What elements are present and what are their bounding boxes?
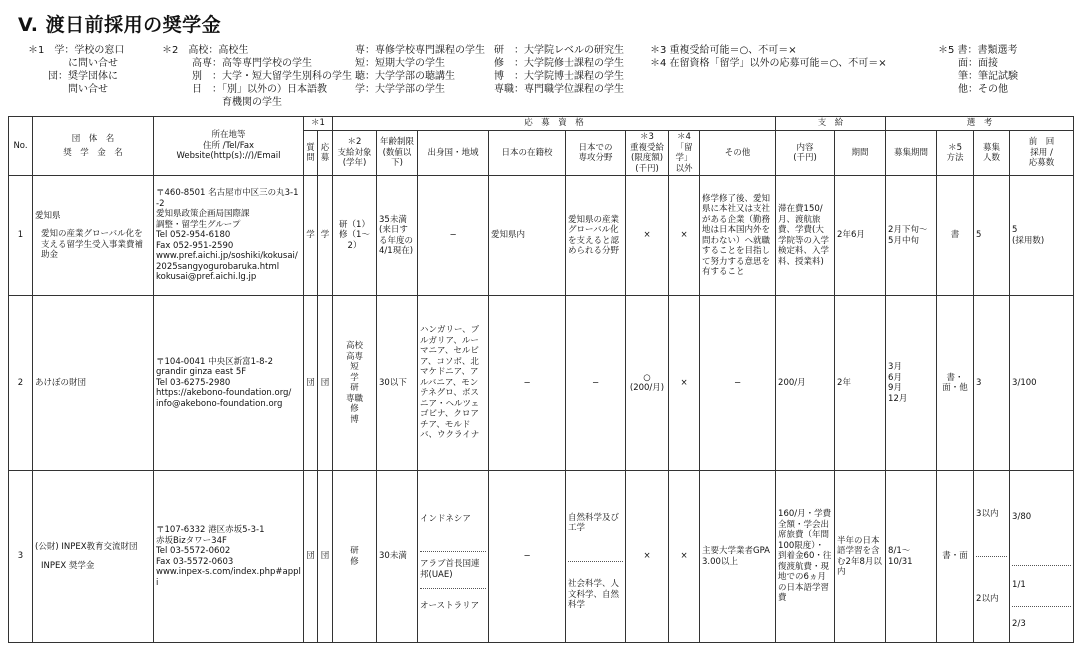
apply-via: 団: [318, 471, 333, 643]
col-school: 日本の在籍校: [489, 131, 566, 176]
age-limit: 30以下: [377, 296, 418, 471]
legend-target-c: 研 ：大学院レベルの研究生 修 ：大学院修士課程の学生 博 ：大学院博士課程の学生 専職：専門職学位課程の学生: [494, 45, 624, 95]
col-target: ＊2 支給対象 (学年): [333, 131, 377, 176]
question-via: 団: [304, 471, 318, 643]
other: 主要大学業者GPA3.00以上: [700, 471, 776, 643]
col-num: 募集 人数: [974, 131, 1010, 176]
col-content: 内容 (千円): [776, 131, 835, 176]
org-name: 愛知県 愛知の産業グローバル化を支える留学生受入事業費補助金: [33, 176, 154, 296]
row-no: 3: [9, 471, 33, 643]
question-via: 団: [304, 296, 318, 471]
dup: ×: [626, 176, 669, 296]
content: 200/月: [776, 296, 835, 471]
col-name: 団 体 名 奨 学 金 名: [33, 117, 154, 176]
table-row: [9, 176, 1074, 296]
apply-via: 学: [318, 176, 333, 296]
field: 自然科学及び工学 社会科学、人文科学、自然科学: [566, 471, 626, 643]
origin: インドネシア アラブ首長国連邦(UAE) オーストラリア: [418, 471, 489, 643]
col-period: 期間: [835, 131, 886, 176]
col-apply: 応募: [318, 131, 333, 176]
recruit: 2月下旬〜 5月中旬: [886, 176, 937, 296]
legend-dup-visa: ＊3 重複受給可能＝○、不可＝× ＊4 在留資格「留学」以外の応募可能＝○、不可＝×: [650, 45, 887, 69]
recruit: 3月 6月 9月 12月: [886, 296, 937, 471]
age-limit: 35未満 (来日する年度の4/1現在): [377, 176, 418, 296]
target: 研 修: [333, 471, 377, 643]
col-age: 年齢制限 (数値以下): [377, 131, 418, 176]
table-row: [9, 296, 1074, 471]
question-via: 学: [304, 176, 318, 296]
org-name: (公財) INPEX教育交流財団 INPEX 奨学金: [33, 471, 154, 643]
dup: ×: [626, 471, 669, 643]
org-address: 〒460-8501 名古屋市中区三の丸3-1-2 愛知県政策企画局国際課 調整・留学生グループ Tel 052-954-6180 Fax 052-951-2590 www.pref.aichi.jp/soshiki/kokusai/2025sangyogurobaruka.html kokusai@pref.aichi.lg.jp: [154, 176, 304, 296]
col-other: その他: [700, 131, 776, 176]
period: 半年の日本語学習を含む2年8月以内: [835, 471, 886, 643]
num: 5: [974, 176, 1010, 296]
scholarship-table: [8, 116, 1074, 643]
content: 滞在費150/月、渡航旅費、学費(大学院等の入学検定料、入学料、授業料): [776, 176, 835, 296]
col-question: 質問: [304, 131, 318, 176]
apply-via: 団: [318, 296, 333, 471]
col-star1: ＊1: [304, 117, 333, 131]
dup: ○ (200/月): [626, 296, 669, 471]
prev: 3/80 1/1 2/3: [1010, 471, 1074, 643]
col-method: ＊5 方法: [937, 131, 974, 176]
visa: ×: [669, 471, 700, 643]
row-no: 2: [9, 296, 33, 471]
col-no: No.: [9, 117, 33, 176]
row-no: 1: [9, 176, 33, 296]
recruit: 8/1〜 10/31: [886, 471, 937, 643]
content: 160/月・学費全額・学会出席旅費（年間100限度）・到着金60・往復渡航費・現地での6ヵ月の日本語学習費: [776, 471, 835, 643]
col-requirements: 応 募 資 格: [333, 117, 776, 131]
origin: −: [418, 176, 489, 296]
col-origin: 出身国・地域: [418, 131, 489, 176]
col-visa: ＊4 「留学」 以外: [669, 131, 700, 176]
visa: ×: [669, 176, 700, 296]
target: 研（1） 修（1〜2）: [333, 176, 377, 296]
origin: ハンガリー、ブルガリア、ルーマニア、セルビア、コソボ、北マケドニア、アルバニア、モンテネグロ、ボスニア・ヘルツェゴビナ、クロアチア、モルドバ、ウクライナ: [418, 296, 489, 471]
col-prev: 前 回 採用 / 応募数: [1010, 131, 1074, 176]
method: 書・面・他: [937, 296, 974, 471]
method: 書: [937, 176, 974, 296]
col-payment: 支 給: [776, 117, 886, 131]
table-row: [9, 471, 1074, 643]
num: 3: [974, 296, 1010, 471]
prev: 3/100: [1010, 296, 1074, 471]
legend-target-b: 専：専修学校専門課程の学生 短：短期大学の学生 聴：大学学部の聴講生 学：大学学部の学生: [355, 45, 485, 95]
period: 2年: [835, 296, 886, 471]
legend-inquiry: ＊1 学：学校の窓口 に問い合せ 団：奨学団体に 問い合せ: [28, 45, 125, 95]
legend-target-a: ＊2 高校：高校生 高専：高等専門学校の学生 別 ：大学・短大留学生別科の学生 日 ：「別」以外の）日本語教 育機関の学生: [162, 45, 352, 108]
school: −: [489, 471, 566, 643]
prev: 5 (採用数): [1010, 176, 1074, 296]
school: −: [489, 296, 566, 471]
age-limit: 30未満: [377, 471, 418, 643]
method: 書・面: [937, 471, 974, 643]
school: 愛知県内: [489, 176, 566, 296]
col-selection: 選 考: [886, 117, 1074, 131]
target: 高校 高専 短 学 研 専職 修 博: [333, 296, 377, 471]
col-recruit: 募集期間: [886, 131, 937, 176]
num: 3以内 2以内: [974, 471, 1010, 643]
org-address: 〒107-6332 港区赤坂5-3-1 赤坂Bizタワー34F Tel 03-5572-0602 Fax 03-5572-0603 www.inpex-s.com/index.php#appli: [154, 471, 304, 643]
field: 愛知県の産業グローバル化を支えると認められる分野: [566, 176, 626, 296]
legend-method: ＊5 書：書類選考 面：面接 筆：筆記試験 他：その他: [938, 45, 1018, 95]
col-address: 所在地等 住所 /Tel/Fax Website(http(s)://)/Email: [154, 117, 304, 176]
other: 修学修了後、愛知県に本社又は支社がある企業（勤務地は日本国内外を問わない）へ就職することを目指して努力する意思を有すること: [700, 176, 776, 296]
org-name: あけぼの財団: [33, 296, 154, 471]
org-address: 〒104-0041 中央区新富1-8-2 grandir ginza east 5F Tel 03-6275-2980 https://akebono-foundation.org/ info@akebono-foundation.org: [154, 296, 304, 471]
visa: ×: [669, 296, 700, 471]
field: −: [566, 296, 626, 471]
col-field: 日本での 専攻分野: [566, 131, 626, 176]
other: −: [700, 296, 776, 471]
period: 2年6月: [835, 176, 886, 296]
col-dup: ＊3 重複受給 (限度額) (千円): [626, 131, 669, 176]
page-title: V. 渡日前採用の奨学金: [18, 14, 222, 36]
